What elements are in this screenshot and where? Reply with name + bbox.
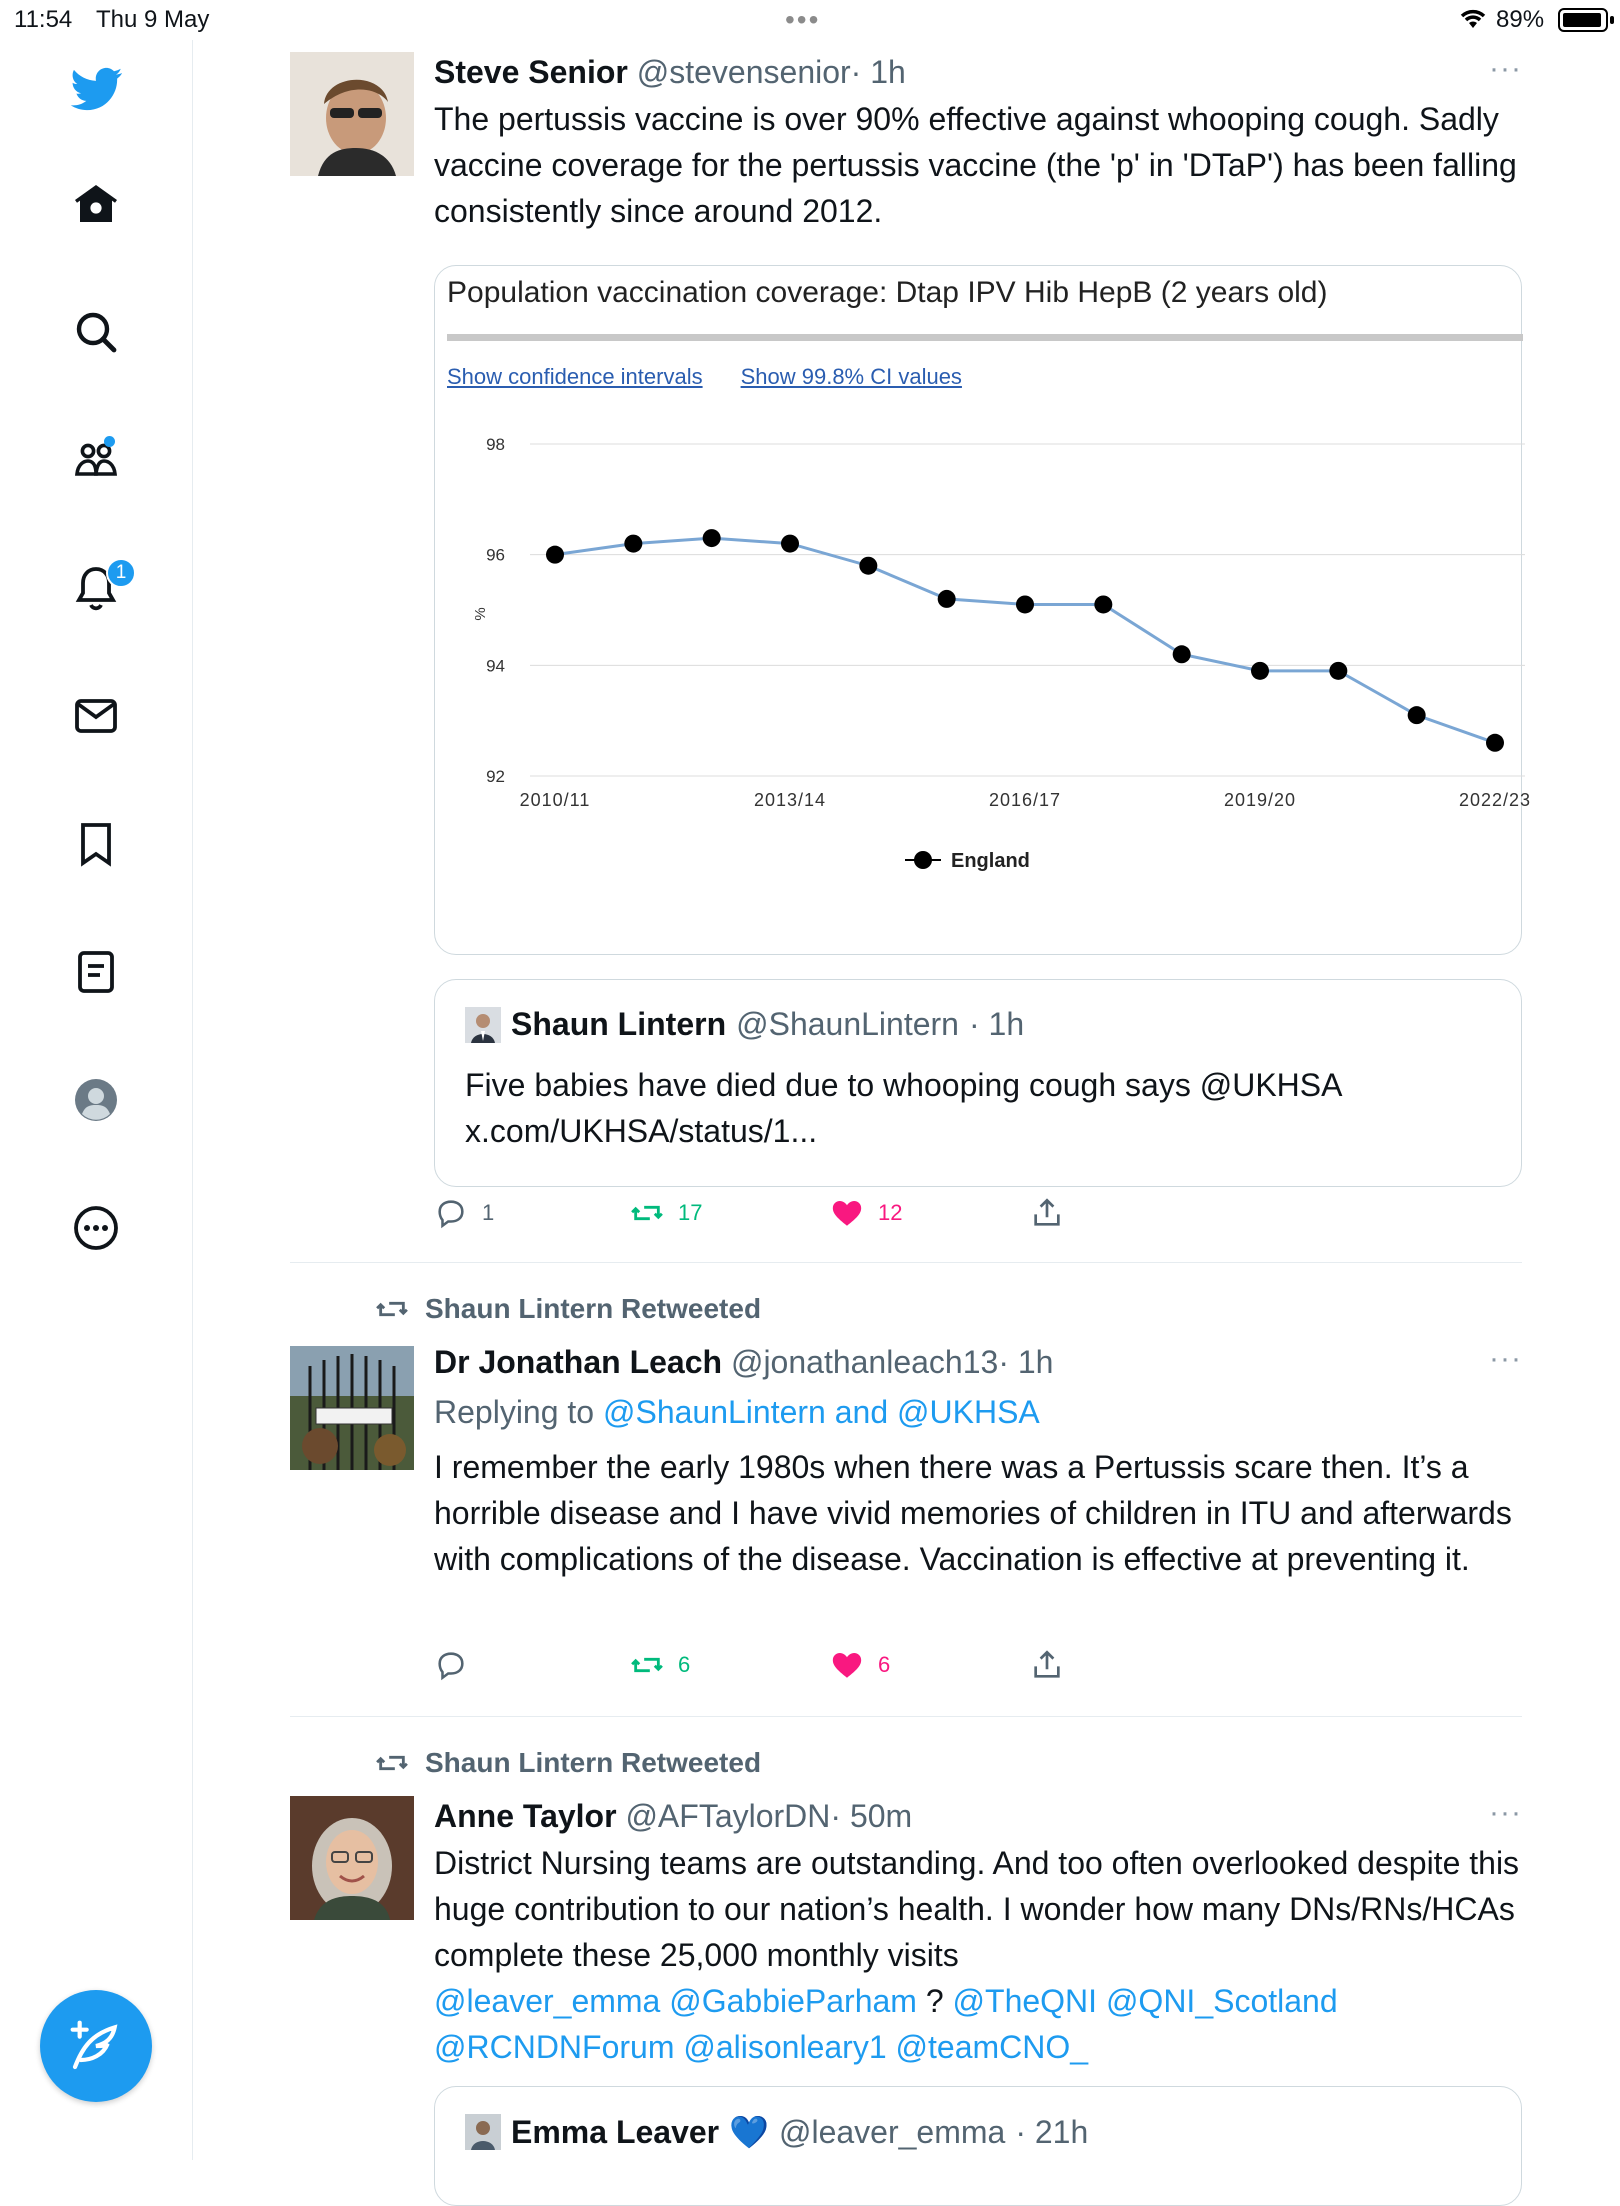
y-tick-label: 92	[486, 767, 505, 786]
x-tick-label: 2010/11	[519, 790, 591, 810]
share-button[interactable]	[1030, 1648, 1064, 1682]
quoted-author-name: Emma Leaver	[511, 2113, 720, 2150]
data-point	[1329, 662, 1347, 680]
author-handle[interactable]: @AFTaylorDN	[625, 1798, 831, 1834]
mentions[interactable]: @TheQNI @QNI_Scotland	[952, 1983, 1338, 2019]
quoted-tweet[interactable]	[434, 979, 1522, 1187]
retweeted-by-line[interactable]	[375, 1746, 761, 1780]
x-tick-label: 2019/20	[1223, 790, 1297, 810]
compose-tweet-button[interactable]	[40, 1990, 152, 2102]
reply-icon	[434, 1648, 468, 1682]
tweet[interactable]	[290, 52, 1532, 1225]
like-button[interactable]	[830, 1196, 902, 1230]
reply-button[interactable]	[434, 1196, 494, 1230]
battery-percent: 89%	[1496, 6, 1545, 33]
search-icon[interactable]	[62, 298, 130, 366]
data-point	[781, 535, 799, 553]
tweet-divider	[290, 1262, 1522, 1263]
data-point	[1016, 595, 1034, 613]
data-point	[624, 535, 642, 553]
communities-icon[interactable]	[62, 426, 130, 494]
retweet-icon	[375, 1292, 409, 1326]
profile-avatar-icon[interactable]	[62, 1066, 130, 1134]
tweet-text: The pertussis vaccine is over 90% effective against whooping cough. Sadly vaccine coverage for the pertussis vaccine (the 'p' in 'DTaP') has been falling consistently since around 2012.	[434, 101, 1517, 229]
quoted-avatar	[465, 2114, 501, 2150]
tweet[interactable]	[290, 1342, 1522, 1702]
like-count: 6	[878, 1652, 891, 1677]
data-point	[1173, 645, 1191, 663]
compose-feather-icon	[68, 2018, 124, 2074]
mentions[interactable]: @RCNDNForum @alisonleary1 @teamCNO_	[434, 2029, 1089, 2065]
retweeted-by-label: Shaun Lintern Retweeted	[425, 1747, 762, 1778]
author-name[interactable]: Anne Taylor	[434, 1798, 617, 1834]
notification-badge: 1	[106, 558, 136, 588]
timestamp[interactable]: · 1h	[998, 1344, 1054, 1380]
notifications-bell-icon[interactable]	[62, 554, 130, 622]
share-button[interactable]	[1030, 1196, 1064, 1230]
retweet-count: 17	[678, 1200, 703, 1225]
avatar[interactable]	[290, 52, 414, 176]
y-tick-label: 98	[486, 435, 505, 454]
blue-heart-emoji: 💙	[729, 2114, 769, 2150]
messages-envelope-icon[interactable]	[62, 682, 130, 750]
retweeted-by-label: Shaun Lintern Retweeted	[425, 1293, 762, 1324]
data-point	[1094, 595, 1112, 613]
quoted-author-name: Shaun Lintern	[511, 1006, 727, 1042]
retweeted-by-line[interactable]	[375, 1292, 761, 1326]
avatar[interactable]	[290, 1346, 414, 1470]
clock: 11:54	[14, 6, 73, 33]
chart-title: Population vaccination coverage: Dtap IPV Hib HepB (2 years old)	[447, 276, 1328, 309]
tweet-text: I remember the early 1980s when there was a Pertussis scare then. It’s a horrible disease and I have vivid memories of children in ITU and afterwards with complications of the disease. Vaccination is effective at preventing it.	[434, 1449, 1512, 1577]
tweet-text: District Nursing teams are outstanding. And too often overlooked despite this huge contribution to our nation’s health. I wonder how many DNs/RNs/HCAs complete these 25,000 monthly visits	[434, 1845, 1520, 1973]
tweet[interactable]	[290, 1796, 1522, 2160]
data-point	[546, 546, 564, 564]
mentions[interactable]: @leaver_emma @GabbieParham	[434, 1983, 917, 2019]
chart-image-card[interactable]	[434, 265, 1532, 955]
lists-icon[interactable]	[62, 938, 130, 1006]
like-button[interactable]	[830, 1648, 890, 1682]
timestamp[interactable]: · 50m	[830, 1798, 913, 1834]
bookmarks-icon[interactable]	[62, 810, 130, 878]
multitask-dots-icon[interactable]: •••	[785, 4, 821, 35]
data-point	[859, 557, 877, 575]
heart-icon	[830, 1648, 864, 1682]
data-point	[1408, 706, 1426, 724]
quoted-tweet[interactable]	[434, 2086, 1522, 2206]
show-ci-link[interactable]: Show confidence intervals	[447, 364, 703, 389]
show-ci-values-link[interactable]: Show 99.8% CI values	[740, 364, 962, 389]
x-tick-label: 2022/23	[1458, 790, 1532, 810]
quoted-author-handle: @ShaunLintern	[736, 1006, 959, 1042]
data-point	[1251, 662, 1269, 680]
twitter-logo-icon[interactable]	[62, 55, 130, 123]
tweet-divider	[290, 1716, 1522, 1717]
heart-icon	[830, 1196, 864, 1230]
quoted-text: Five babies have died due to whooping cough says @UKHSA x.com/UKHSA/status/1...	[465, 1067, 1341, 1149]
like-count: 12	[878, 1200, 903, 1225]
more-menu-icon[interactable]: ···	[1489, 1796, 1522, 1829]
retweet-icon	[630, 1648, 664, 1682]
sidebar-nav	[0, 40, 193, 2160]
reply-icon	[434, 1196, 468, 1230]
reply-count: 1	[482, 1200, 495, 1225]
author-name[interactable]: Steve Senior	[434, 54, 628, 90]
author-name[interactable]: Dr Jonathan Leach	[434, 1344, 723, 1380]
share-icon	[1030, 1648, 1064, 1682]
y-axis-label: %	[472, 607, 489, 621]
more-menu-icon[interactable]: ···	[1489, 1342, 1522, 1375]
retweet-icon	[630, 1196, 664, 1230]
more-menu-icon[interactable]: ···	[1489, 52, 1522, 85]
timestamp[interactable]: · 1h	[850, 54, 906, 90]
author-handle[interactable]: @stevensenior	[636, 54, 851, 90]
data-point	[1486, 734, 1504, 752]
data-point	[938, 590, 956, 608]
author-handle[interactable]: @jonathanleach13	[730, 1344, 999, 1380]
home-icon[interactable]	[62, 170, 130, 238]
replying-to-label: Replying to	[434, 1394, 595, 1430]
retweet-count: 6	[678, 1652, 691, 1677]
legend-marker	[914, 851, 932, 869]
avatar[interactable]	[290, 1796, 414, 1920]
chart-divider	[447, 334, 1523, 341]
retweet-button[interactable]	[630, 1648, 690, 1682]
more-options-icon[interactable]	[62, 1194, 130, 1262]
y-tick-label: 96	[486, 545, 505, 565]
x-tick-label: 2013/14	[753, 790, 827, 810]
retweet-button[interactable]	[630, 1196, 702, 1230]
share-icon	[1030, 1196, 1064, 1230]
replying-to-users[interactable]: @ShaunLintern and @UKHSA	[602, 1394, 1040, 1430]
new-activity-dot	[104, 436, 115, 447]
quoted-avatar	[465, 1007, 501, 1043]
retweet-icon	[375, 1746, 409, 1780]
quoted-author-handle: @leaver_emma	[778, 2113, 1006, 2150]
x-tick-label: 2016/17	[988, 790, 1062, 810]
reply-button[interactable]	[434, 1648, 482, 1682]
y-tick-label: 94	[486, 656, 505, 676]
battery-icon	[1558, 8, 1608, 32]
legend-label: England	[951, 850, 1030, 872]
status-bar	[0, 0, 1620, 40]
data-point	[703, 529, 721, 547]
mentions-separator: ?	[916, 1983, 953, 2019]
wifi-icon	[1458, 6, 1488, 30]
vaccination-line-chart	[435, 416, 1532, 956]
quoted-timestamp: · 21h	[1015, 2113, 1089, 2150]
date: Thu 9 May	[96, 6, 210, 33]
quoted-timestamp: · 1h	[968, 1006, 1025, 1042]
series-line	[555, 538, 1495, 743]
